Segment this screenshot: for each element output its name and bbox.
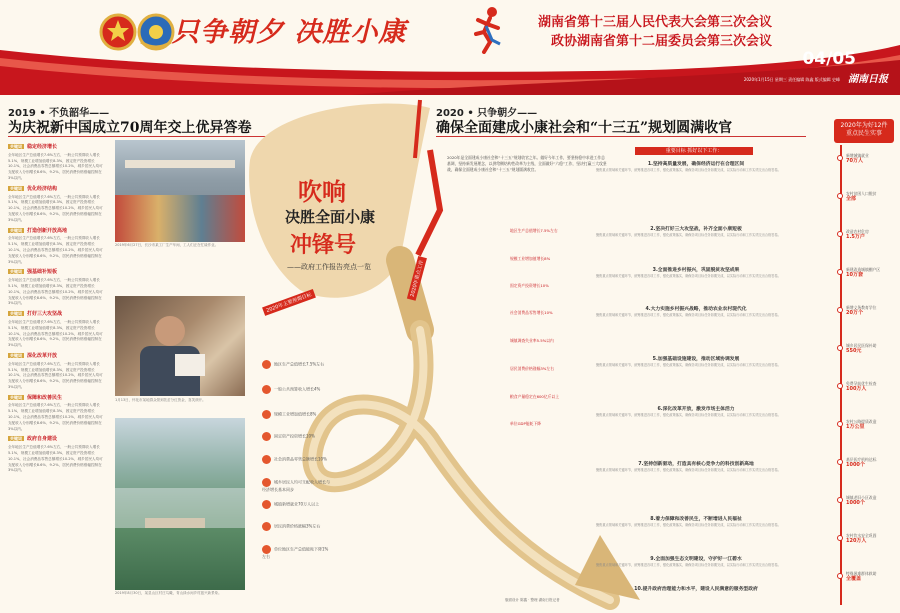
right-divider	[436, 136, 806, 137]
left-sub-title: 政府自身建设	[27, 436, 58, 443]
horn-note-text: 地区生产总值增长7.5%左右	[274, 361, 325, 367]
meeting-title-1: 湖南省第十三届人民代表大会第三次会议	[537, 15, 772, 30]
horn-note-text: 城镇新增就业70万人以上	[274, 501, 320, 507]
horn-point: 规模工业增加值增长8%	[510, 256, 551, 261]
sidebar-item	[846, 457, 882, 468]
sidebar-item	[846, 153, 882, 164]
sidebar-item-label: 城乡居民医保补助	[846, 343, 877, 348]
horn-note-text: 单位地区生产总值能耗下降1%左右	[262, 546, 329, 559]
horn-note-text: 规模工业增加值增长8%	[274, 411, 317, 417]
photo-caption-3: 2019年8月30日，某县山区村庄鸟瞰，青山绿水间乡村振兴新景象。	[115, 591, 222, 595]
work-item-title: 6.深化改革开放，激发市场主体活力	[657, 407, 735, 412]
work-item-body: 聚焦重点领域和关键环节，统筹推进各项工作，强化政策落实，确保各项目标任务如期完成，以实际行动和工作实绩交出合格答卷。	[596, 468, 781, 472]
sidebar-item-label: 新增义务教育学位	[846, 305, 877, 310]
sidebar-item-label: 基层医疗机构达标	[846, 457, 877, 462]
left-paragraph: 全年地区生产总值增长7.6%左右，一般公共预算收入增长5.1%，规模工业增加值增长8.3%，固定资产投资增长10.1%，社会消费品零售总额增长10.2%，城乡居民人均可支配收入分别增长8.6%、9.2%，居民消费价格涨幅控制在3%以内。	[8, 152, 103, 180]
left-paragraph: 全年地区生产总值增长7.6%左右，一般公共预算收入增长5.1%，规模工业增加值增长8.3%，固定资产投资增长10.1%，社会消费品零售总额增长10.2%，城乡居民人均可支配收入分别增长8.6%、9.2%，居民消费价格涨幅控制在3%以内。	[8, 236, 103, 264]
work-item-title: 8.着力保障和改善民生，不断增进人民福祉	[650, 517, 742, 522]
work-item-title: 1.坚持高质量发展，确保经济运行在合理区间	[647, 162, 745, 167]
credit-line: 版面设计 陈鑫 · 整理 湖南日报记者	[505, 598, 560, 602]
keyword-tag: 关键词	[10, 269, 22, 275]
timeline-dot-icon	[837, 231, 843, 237]
work-item-title: 4.大力实施乡村振兴战略，推动农业农村现代化	[645, 307, 747, 312]
horn-note	[262, 500, 332, 509]
sidebar-head-2: 重点民生实事	[845, 130, 882, 137]
horn-note	[262, 545, 332, 559]
work-item-body: 聚焦重点领域和关键环节，统筹推进各项工作，强化政策落实，确保各项目标任务如期完成，以实际行动和工作实绩交出合格答卷。	[596, 233, 781, 237]
work-item-body: 聚焦重点领域和关键环节，统筹推进各项工作，强化政策落实，确保各项目标任务如期完成，以实际行动和工作实绩交出合格答卷。	[596, 274, 781, 278]
timeline-dot-icon	[837, 269, 843, 275]
timeline-dot-icon	[837, 421, 843, 427]
left-sub-title: 打好三大攻坚战	[27, 311, 63, 318]
sidebar-item-value: 100万人	[846, 386, 867, 392]
work-item-title: 7.坚持创新驱动，打造具有核心竞争力的科技创新高地	[638, 462, 754, 467]
horn-title-2: 决胜全面小康	[285, 208, 376, 226]
slogan: 只争朝夕 决胜小康	[172, 17, 407, 48]
photo-caption-1: 2019年6月27日，长沙市某工厂生产车间，工人们正在忙碌作业。	[115, 243, 219, 247]
meeting-title-2: 政协湖南省第十二届委员会第三次会议	[550, 34, 772, 49]
work-list-header: 重要目标 抓好以下工作：	[635, 147, 753, 155]
horn-title-1: 吹响	[298, 178, 346, 206]
bullet-icon	[262, 500, 271, 509]
paper-logo: 湖南日报	[848, 74, 888, 85]
horn-title-3: 冲锋号	[290, 233, 357, 258]
keyword-tag: 关键词	[10, 185, 22, 191]
keyword-tag: 关键词	[10, 394, 22, 400]
sidebar-header	[834, 119, 894, 143]
page-number: 04/05	[802, 49, 856, 69]
bullet-icon	[262, 432, 271, 441]
sidebar-item-label: 农村公路提质改造	[846, 419, 877, 424]
horn-point: 单位GDP能耗下降	[510, 421, 541, 426]
timeline-dot-icon	[837, 345, 843, 351]
timeline-dot-icon	[837, 155, 843, 161]
bullet-icon	[262, 545, 271, 554]
sidebar-item	[846, 533, 882, 544]
sidebar-item-label: 新增城镇就业	[846, 153, 869, 158]
left-paragraph: 全年地区生产总值增长7.6%左右，一般公共预算收入增长5.1%，规模工业增加值增长8.3%，固定资产投资增长10.1%，社会消费品零售总额增长10.2%，城乡居民人均可支配收入分别增长8.6%、9.2%，居民消费价格涨幅控制在3%以内。	[8, 194, 103, 222]
timeline-dot-icon	[837, 383, 843, 389]
sidebar-item-label: 城镇老旧小区改造	[846, 495, 877, 500]
sidebar-item-label: 农村饮水安全巩固	[846, 533, 877, 538]
right-intro: 2020年是全面建成小康社会和“十三五”规划收官之年。做好今年工作，要坚持稳中求进工作总基调，坚持新发展理念，以供给侧结构性改革为主线，全面做好“六稳”工作，坚决打赢三大攻坚战，确保全面建成小康社会和“十三五”规划圆满收官。	[447, 155, 607, 172]
left-sub-title: 保障和改善民生	[27, 394, 63, 401]
keyword-tag: 关键词	[10, 311, 22, 317]
sidebar-item	[846, 229, 882, 240]
work-band: 2020年重点工作	[407, 256, 427, 301]
work-item-title: 3.全面推进乡村振兴，巩固脱贫攻坚成果	[652, 268, 740, 273]
keyword-tag: 关键词	[10, 436, 22, 442]
horn-note-text: 一般公共预算收入增长4%	[274, 386, 321, 392]
work-item-body: 聚焦重点领域和关键环节，统筹推进各项工作，强化政策落实，确保各项目标任务如期完成，以实际行动和工作实绩交出合格答卷。	[596, 363, 781, 367]
work-item-body: 聚焦重点领域和关键环节，统筹推进各项工作，强化政策落实，确保各项目标任务如期完成，以实际行动和工作实绩交出合格答卷。	[596, 523, 781, 527]
horn-note	[262, 410, 332, 419]
bullet-icon	[262, 455, 271, 464]
bullet-icon	[262, 410, 271, 419]
horn-note-text: 固定资产投资增长10%	[274, 433, 315, 439]
sidebar-item-value: 20万个	[846, 310, 863, 316]
horn-point: 社会消费品零售增长10%	[510, 310, 553, 315]
work-item-title: 2.坚决打好三大攻坚战，补齐全面小康短板	[650, 227, 742, 232]
bullet-icon	[262, 478, 271, 487]
timeline-dot-icon	[837, 459, 843, 465]
work-item-title: 10.提升政府治理能力和水平，建设人民满意的服务型政府	[634, 587, 758, 592]
horn-point: 粮食产量稳定在600亿斤以上	[510, 394, 560, 399]
left-sub-title: 稳定经济增长	[27, 144, 58, 150]
left-sub-title: 打造创新开放高地	[27, 227, 68, 234]
sidebar-item	[846, 419, 882, 430]
sidebar-item-label: 改造农村危房	[846, 229, 869, 234]
horn-subtitle: ——政府工作报告亮点一览	[287, 263, 371, 271]
horn-note-text: 社会消费品零售总额增长10%	[274, 456, 327, 462]
sidebar-item-value: 全覆盖	[846, 576, 862, 582]
timeline-dot-icon	[837, 497, 843, 503]
right-title: 确保全面建成小康社会和“十三五”规划圆满收官	[436, 120, 733, 136]
sidebar-item	[846, 305, 882, 316]
sidebar-item-label: 特殊困难群体救助	[846, 571, 877, 576]
bullet-icon	[262, 385, 271, 394]
keyword-tag: 关键词	[10, 352, 22, 358]
paper-date: 2020年1月15日 星期三 责任编辑 陈鑫 版式编辑 史峰	[743, 77, 840, 82]
work-item-body: 聚焦重点领域和关键环节，统筹推进各项工作，强化政策落实，确保各项目标任务如期完成，以实际行动和工作实绩交出合格答卷。	[596, 563, 781, 567]
left-title: 为庆祝新中国成立70周年交上优异答卷	[8, 120, 252, 136]
work-item-body: 聚焦重点领域和关键环节，统筹推进各项工作，强化政策落实，确保各项目标任务如期完成，以实际行动和工作实绩交出合格答卷。	[596, 413, 781, 417]
horn-point: 城镇调查失业率5.5%以内	[510, 338, 554, 343]
sidebar-item-label: 免费孕前优生检查	[846, 381, 877, 386]
timeline-dot-icon	[837, 573, 843, 579]
left-paragraph: 全年地区生产总值增长7.6%左右，一般公共预算收入增长5.1%，规模工业增加值增长8.3%，固定资产投资增长10.1%，社会消费品零售总额增长10.2%，城乡居民人均可支配收入分别增长8.6%、9.2%，居民消费价格涨幅控制在3%以内。	[8, 403, 103, 431]
horn-note	[262, 522, 332, 531]
sidebar-item-value: 120万人	[846, 538, 867, 544]
work-item-title: 5.加强基础设施建设，推动区域协调发展	[652, 357, 740, 362]
horn-point: 居民消费价格涨幅3%左右	[510, 366, 554, 371]
left-paragraph: 全年地区生产总值增长7.6%左右，一般公共预算收入增长5.1%，规模工业增加值增长8.3%，固定资产投资增长10.1%，社会消费品零售总额增长10.2%，城乡居民人均可支配收入分别增长8.6%、9.2%，居民消费价格涨幅控制在3%以内。	[8, 319, 103, 348]
horn-note-text: 居民消费价格涨幅3%左右	[274, 523, 321, 529]
sidebar-item	[846, 381, 882, 392]
sidebar-item	[846, 191, 882, 202]
livelihood-sidebar	[818, 115, 898, 610]
photo-caption-2: 1月13日，怀化市某地群众领到扶贫分红资金，喜笑颜开。	[115, 398, 206, 402]
sidebar-item-value: 10万套	[846, 272, 863, 278]
sidebar-item	[846, 343, 882, 354]
sidebar-item-value: 550元	[846, 348, 862, 354]
bullet-icon	[262, 522, 271, 531]
sidebar-item-value: 1000个	[846, 500, 865, 506]
sidebar-item-label: 新建改造城镇棚户区	[846, 267, 881, 272]
left-kicker: 2019 • 不负韶华——	[8, 108, 110, 119]
horn-point: 地区生产总值增长7.5%左右	[510, 228, 558, 233]
sidebar-item	[846, 495, 882, 506]
sidebar-item-label: 农村贫困人口脱贫	[846, 191, 877, 196]
timeline-dot-icon	[837, 307, 843, 313]
timeline-dot-icon	[837, 535, 843, 541]
sidebar-item-value: 70万人	[846, 158, 863, 164]
work-item-title: 9.全面加强生态文明建设，守护好一江碧水	[650, 557, 742, 562]
sidebar-item-value: 1000个	[846, 462, 865, 468]
target-band: 2020年主要预期目标	[262, 289, 316, 316]
right-kicker: 2020 • 只争朝夕——	[436, 108, 538, 119]
horn-note	[262, 478, 332, 492]
work-item-body: 聚焦重点领域和关键环节，统筹推进各项工作，强化政策落实，确保各项目标任务如期完成，以实际行动和工作实绩交出合格答卷。	[596, 313, 781, 317]
left-paragraph: 全年地区生产总值增长7.6%左右，一般公共预算收入增长5.1%，规模工业增加值增长8.3%，固定资产投资增长10.1%，社会消费品零售总额增长10.2%，城乡居民人均可支配收入分别增长8.6%、9.2%，居民消费价格涨幅控制在3%以内。	[8, 445, 103, 473]
timeline-dot-icon	[837, 193, 843, 199]
left-sub-title: 优化经济结构	[27, 185, 58, 192]
sidebar-item-value: 1万公里	[846, 424, 865, 430]
sidebar-item-value: 1.5万户	[846, 234, 865, 240]
sidebar-head-1: 2020年为好12件	[840, 122, 888, 129]
left-paragraph: 全年地区生产总值增长7.6%左右，一般公共预算收入增长5.1%，规模工业增加值增长8.3%，固定资产投资增长10.1%，社会消费品零售总额增长10.2%，城乡居民人均可支配收入分别增长8.6%、9.2%，居民消费价格涨幅控制在3%以内。	[8, 278, 103, 306]
sidebar-item	[846, 267, 882, 278]
horn-note	[262, 455, 332, 464]
left-sub-title: 深化改革开放	[27, 352, 58, 359]
left-sub-title: 强基础补短板	[27, 269, 58, 276]
horn-note	[262, 360, 332, 369]
horn-note-text: 城乡居民人均可支配收入增长与经济增长基本同步	[262, 479, 330, 492]
horn-note	[262, 385, 332, 394]
horn-point: 固定资产投资增长10%	[510, 283, 549, 288]
keyword-tag: 关键词	[10, 227, 22, 233]
sidebar-item-value: 全部	[846, 196, 857, 202]
work-item-body: 聚焦重点领域和关键环节，统筹推进各项工作，强化政策落实，确保各项目标任务如期完成，以实际行动和工作实绩交出合格答卷。	[596, 168, 781, 172]
horn-note	[262, 432, 332, 441]
keyword-tag: 关键词	[10, 144, 22, 149]
bullet-icon	[262, 360, 271, 369]
sidebar-item	[846, 571, 882, 582]
left-paragraph: 全年地区生产总值增长7.6%左右，一般公共预算收入增长5.1%，规模工业增加值增长8.3%，固定资产投资增长10.1%，社会消费品零售总额增长10.2%，城乡居民人均可支配收入分别增长8.6%、9.2%，居民消费价格涨幅控制在3%以内。	[8, 361, 103, 389]
